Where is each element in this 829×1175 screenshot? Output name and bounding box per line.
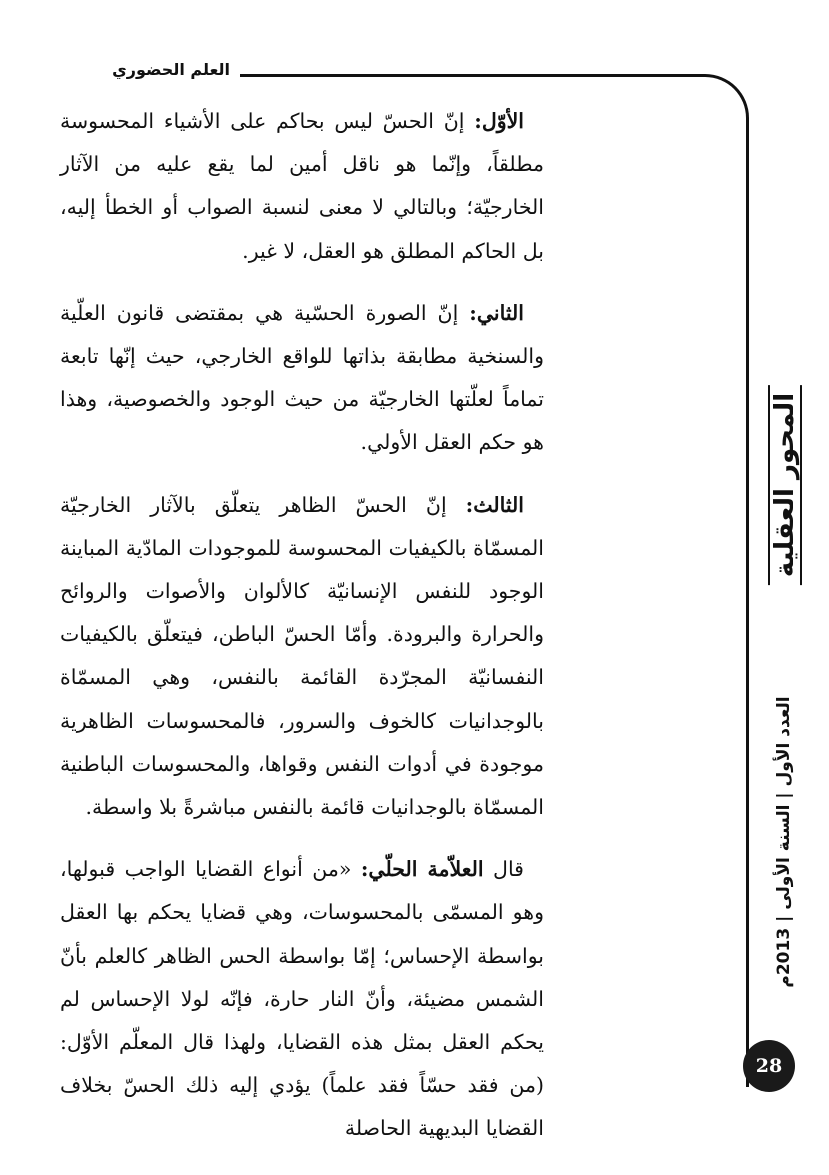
paragraph-first [60,100,544,273]
journal-title: المحور العقلية [768,385,802,585]
article-body [60,100,544,1170]
paragraph-label: الثالث: [465,492,524,517]
paragraph-text: إنّ الحسّ ليس بحاكم على الأشياء المحسوسة مطلقاً، وإنّما هو ناقل أمين لما يقع عليه من الآثار الخارجيّة؛ وبالتالي لا معنى لنسبة الصواب أو الخطأ إليه، بل الحاكم المطلق هو العقل، لا غير. [60,109,544,263]
paragraph-third [60,484,544,830]
paragraph-second [60,292,544,465]
page-number-badge: 28 [743,1040,795,1092]
paragraph-text: «من أنواع القضايا الواجب قبولها، وهو المسمّى بالمحسوسات، وهي قضايا يحكم بها العقل بواسطة الإحساس؛ إمّا بواسطة الحس الظاهر كالعلم بأنّ الشمس مضيئة، وأنّ النار حارة، فإنّه لولا الإحساس لم يحكم العقل بمثل هذه القضايا، ولهذا قال المعلّم الأوّل: (من فقد حسّاً فقد علماً) يؤدي إليه ذلك الحسّ بخلاف القضايا البديهية الحاصلة [60,857,544,1141]
paragraph-label: الأوّل: [474,109,524,133]
paragraph-text: إنّ الصورة الحسّية هي بمقتضى قانون العلّية والسنخية مطابقة بذاتها للواقع الخارجي، حيث إنّها تابعة تماماً لعلّتها الخارجيّة من حيث الوجود والخصوصية، وهذا هو حكم العقل الأولي. [60,300,544,455]
paragraph-quote [60,848,544,1150]
running-head: العلم الحضوري [112,60,230,79]
paragraph-prefix: قال [483,857,524,882]
paragraph-label: العلاّمة الحلّي: [360,857,484,882]
paragraph-label: الثاني: [469,300,524,325]
issue-line: العدد الأول | السنة الأولى | 2013م [774,696,794,988]
paragraph-text: إنّ الحسّ الظاهر يتعلّق بالآثار الخارجيّة المسمّاة بالكيفيات المحسوسة للموجودات المادّية المباينة الوجود للنفس الإنسانيّة كالألوان والأصوات والروائح والحرارة والبرودة. وأمّا الحسّ الباطن، فيتعلّق بالكيفيات النفسانيّة المجرّدة القائمة بالنفس، وهي المسمّاة بالوجدانيات كالخوف والسرور، فالمحسوسات الظاهرية موجودة في أدوات النفس وقواها، والمحسوسات الباطنية المسمّاة بالوجدانيات قائمة بالنفس مباشرةً بلا واسطة. [60,492,544,820]
